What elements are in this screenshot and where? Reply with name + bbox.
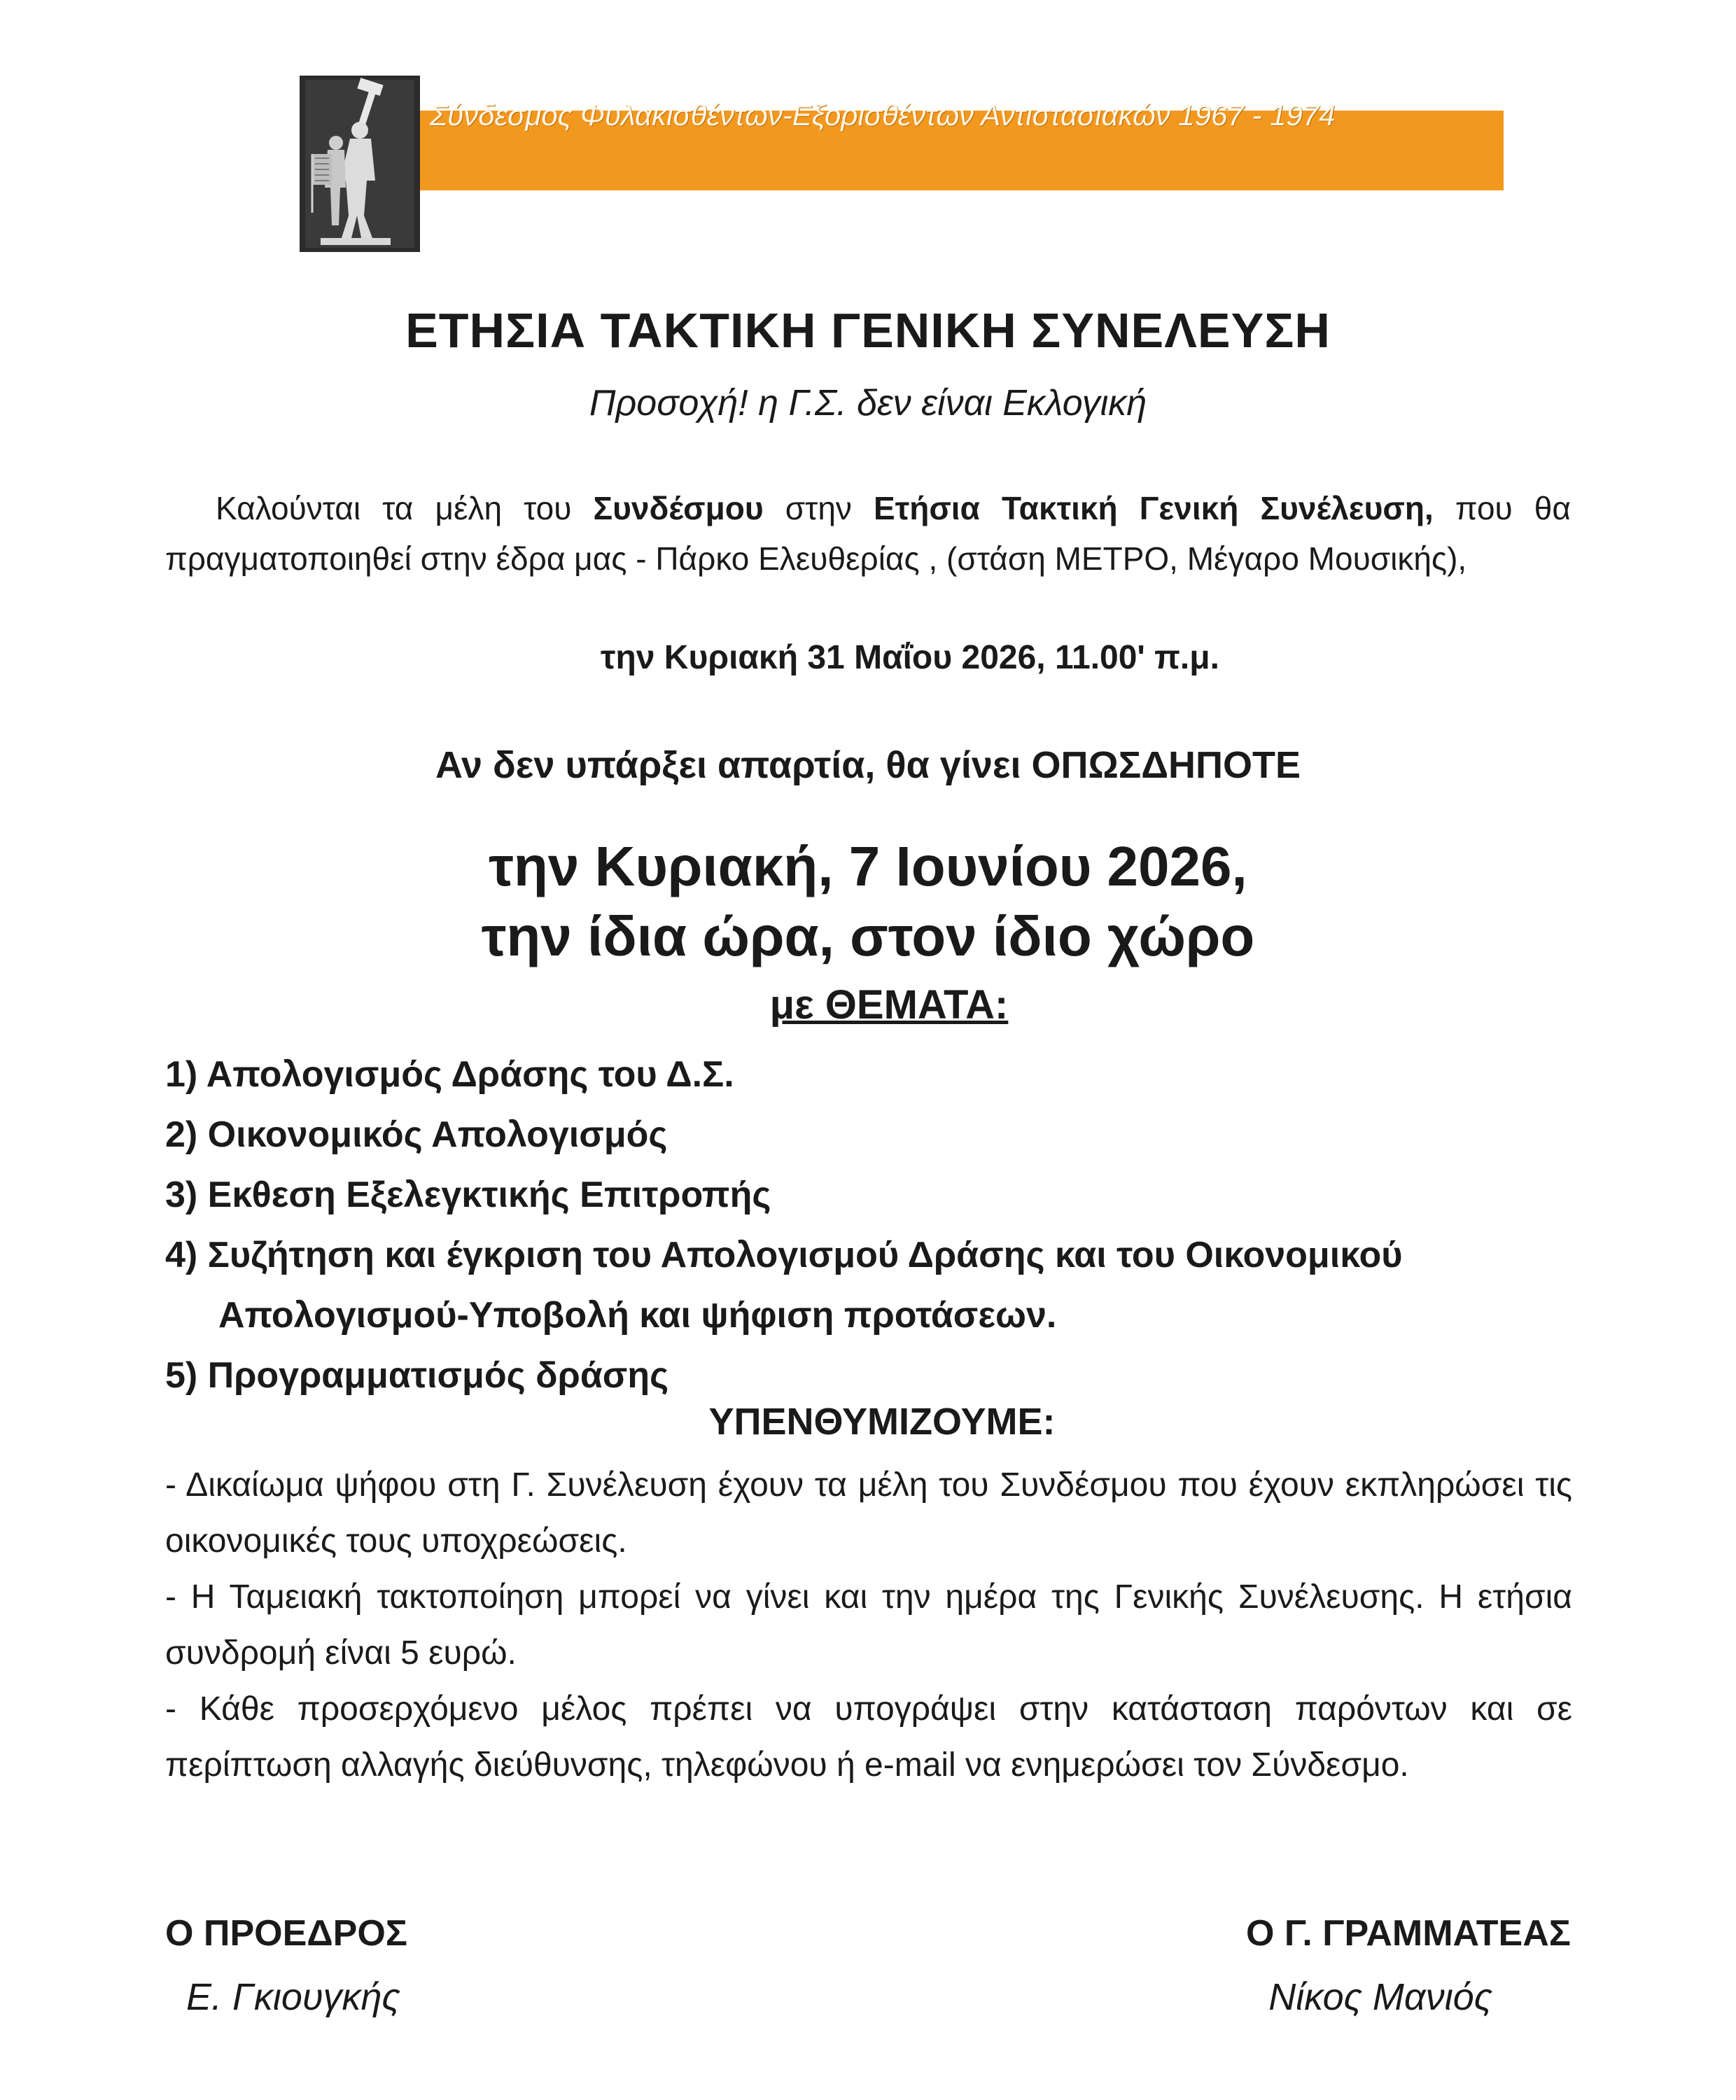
president-role: Ο ΠΡΟΕΔΡΟΣ xyxy=(165,1913,407,1954)
topic-item xyxy=(165,1225,1572,1345)
second-meeting-place: την ίδια ώρα, στον ίδιο χώρο xyxy=(481,905,1255,967)
header xyxy=(300,76,1504,252)
reminder-item: - Η Ταμειακή τακτοποίηση μπορεί να γίνει και την ημέρα της Γενικής Συνέλευσης. Η ετήσια συνδρομή είναι 5 ευρώ. xyxy=(165,1578,1572,1672)
second-meeting-date: την Κυριακή, 7 Ιουνίου 2026, xyxy=(489,835,1247,897)
quorum-note: Αν δεν υπάρξει απαρτία, θα γίνει ΟΠΩΣΔΗΠΟΤΕ xyxy=(435,744,1301,786)
topic-item-line: 4) Συζήτηση και έγκριση του Απολογισμού Δράσης και του Οικονομικού xyxy=(165,1235,1403,1275)
reminders-heading: ΥΠΕΝΘΥΜΙΖΟΥΜΕ: xyxy=(708,1401,1056,1443)
secretary-name: Νίκος Μανιός xyxy=(1268,1976,1492,2018)
topic-item-continuation: Απολογισμού-Υποβολή και ψήφιση προτάσεων. xyxy=(218,1295,1057,1336)
reminders-list xyxy=(165,1457,1572,1793)
secretary-role: Ο Γ. ΓΡΑΜΜΑΤΕΑΣ xyxy=(1245,1913,1571,1954)
topics-list xyxy=(165,1044,1572,1406)
association-name: Σύνδεσμος Φυλακισθέντων-Εξορισθέντων Αντιστασιακών 1967 - 1974 xyxy=(430,99,1336,132)
president-name: Ε. Γκιουγκής xyxy=(186,1976,400,2018)
first-meeting-date: την Κυριακή 31 Μαΐου 2026, 11.00' π.μ. xyxy=(601,639,1219,676)
reminder-item: - Κάθε προσερχόμενο μέλος πρέπει να υπογράψει στην κατάσταση παρόντων και σε περίπτωση αλλαγής διεύθυνσης, τηλεφώνου ή e-mail να ενημερώσει τον Σύνδεσμο. xyxy=(165,1690,1572,1784)
intro-bold-1: Συνδέσμου xyxy=(593,490,764,526)
intro-text-1: Καλούνται τα μέλη του xyxy=(216,490,594,526)
intro-text-3: που θα πραγματοποιηθεί στην έδρα μας - Πάρκο Ελευθερίας , (στάση ΜΕΤΡΟ, Μέγαρο Μουσικής), xyxy=(165,490,1571,577)
statue-logo-icon xyxy=(300,76,420,252)
topic-item: 2) Οικονομικός Απολογισμός xyxy=(165,1114,668,1155)
topic-item: 1) Απολογισμός Δράσης του Δ.Σ. xyxy=(165,1054,734,1095)
document-title: ΕΤΗΣΙΑ ΤΑΚΤΙΚΗ ΓΕΝΙΚΗ ΣΥΝΕΛΕΥΣΗ xyxy=(405,303,1331,358)
topic-item: 5) Προγραμματισμός δράσης xyxy=(165,1355,669,1396)
topics-heading: με ΘΕΜΑΤΑ: xyxy=(769,982,1009,1028)
intro-bold-2: Ετήσια Τακτική Γενική Συνέλευση, xyxy=(874,490,1434,526)
document-subtitle: Προσοχή! η Γ.Σ. δεν είναι Εκλογική xyxy=(589,383,1147,424)
reminder-item: - Δικαίωμα ψήφου στη Γ. Συνέλευση έχουν τα μέλη του Συνδέσμου που έχουν εκπληρώσει τις οικονομικές τους υποχρεώσεις. xyxy=(165,1466,1572,1560)
intro-paragraph xyxy=(165,483,1571,584)
intro-text-2: στην xyxy=(763,490,874,526)
topic-item: 3) Εκθεση Εξελεγκτικής Επιτροπής xyxy=(165,1175,771,1215)
